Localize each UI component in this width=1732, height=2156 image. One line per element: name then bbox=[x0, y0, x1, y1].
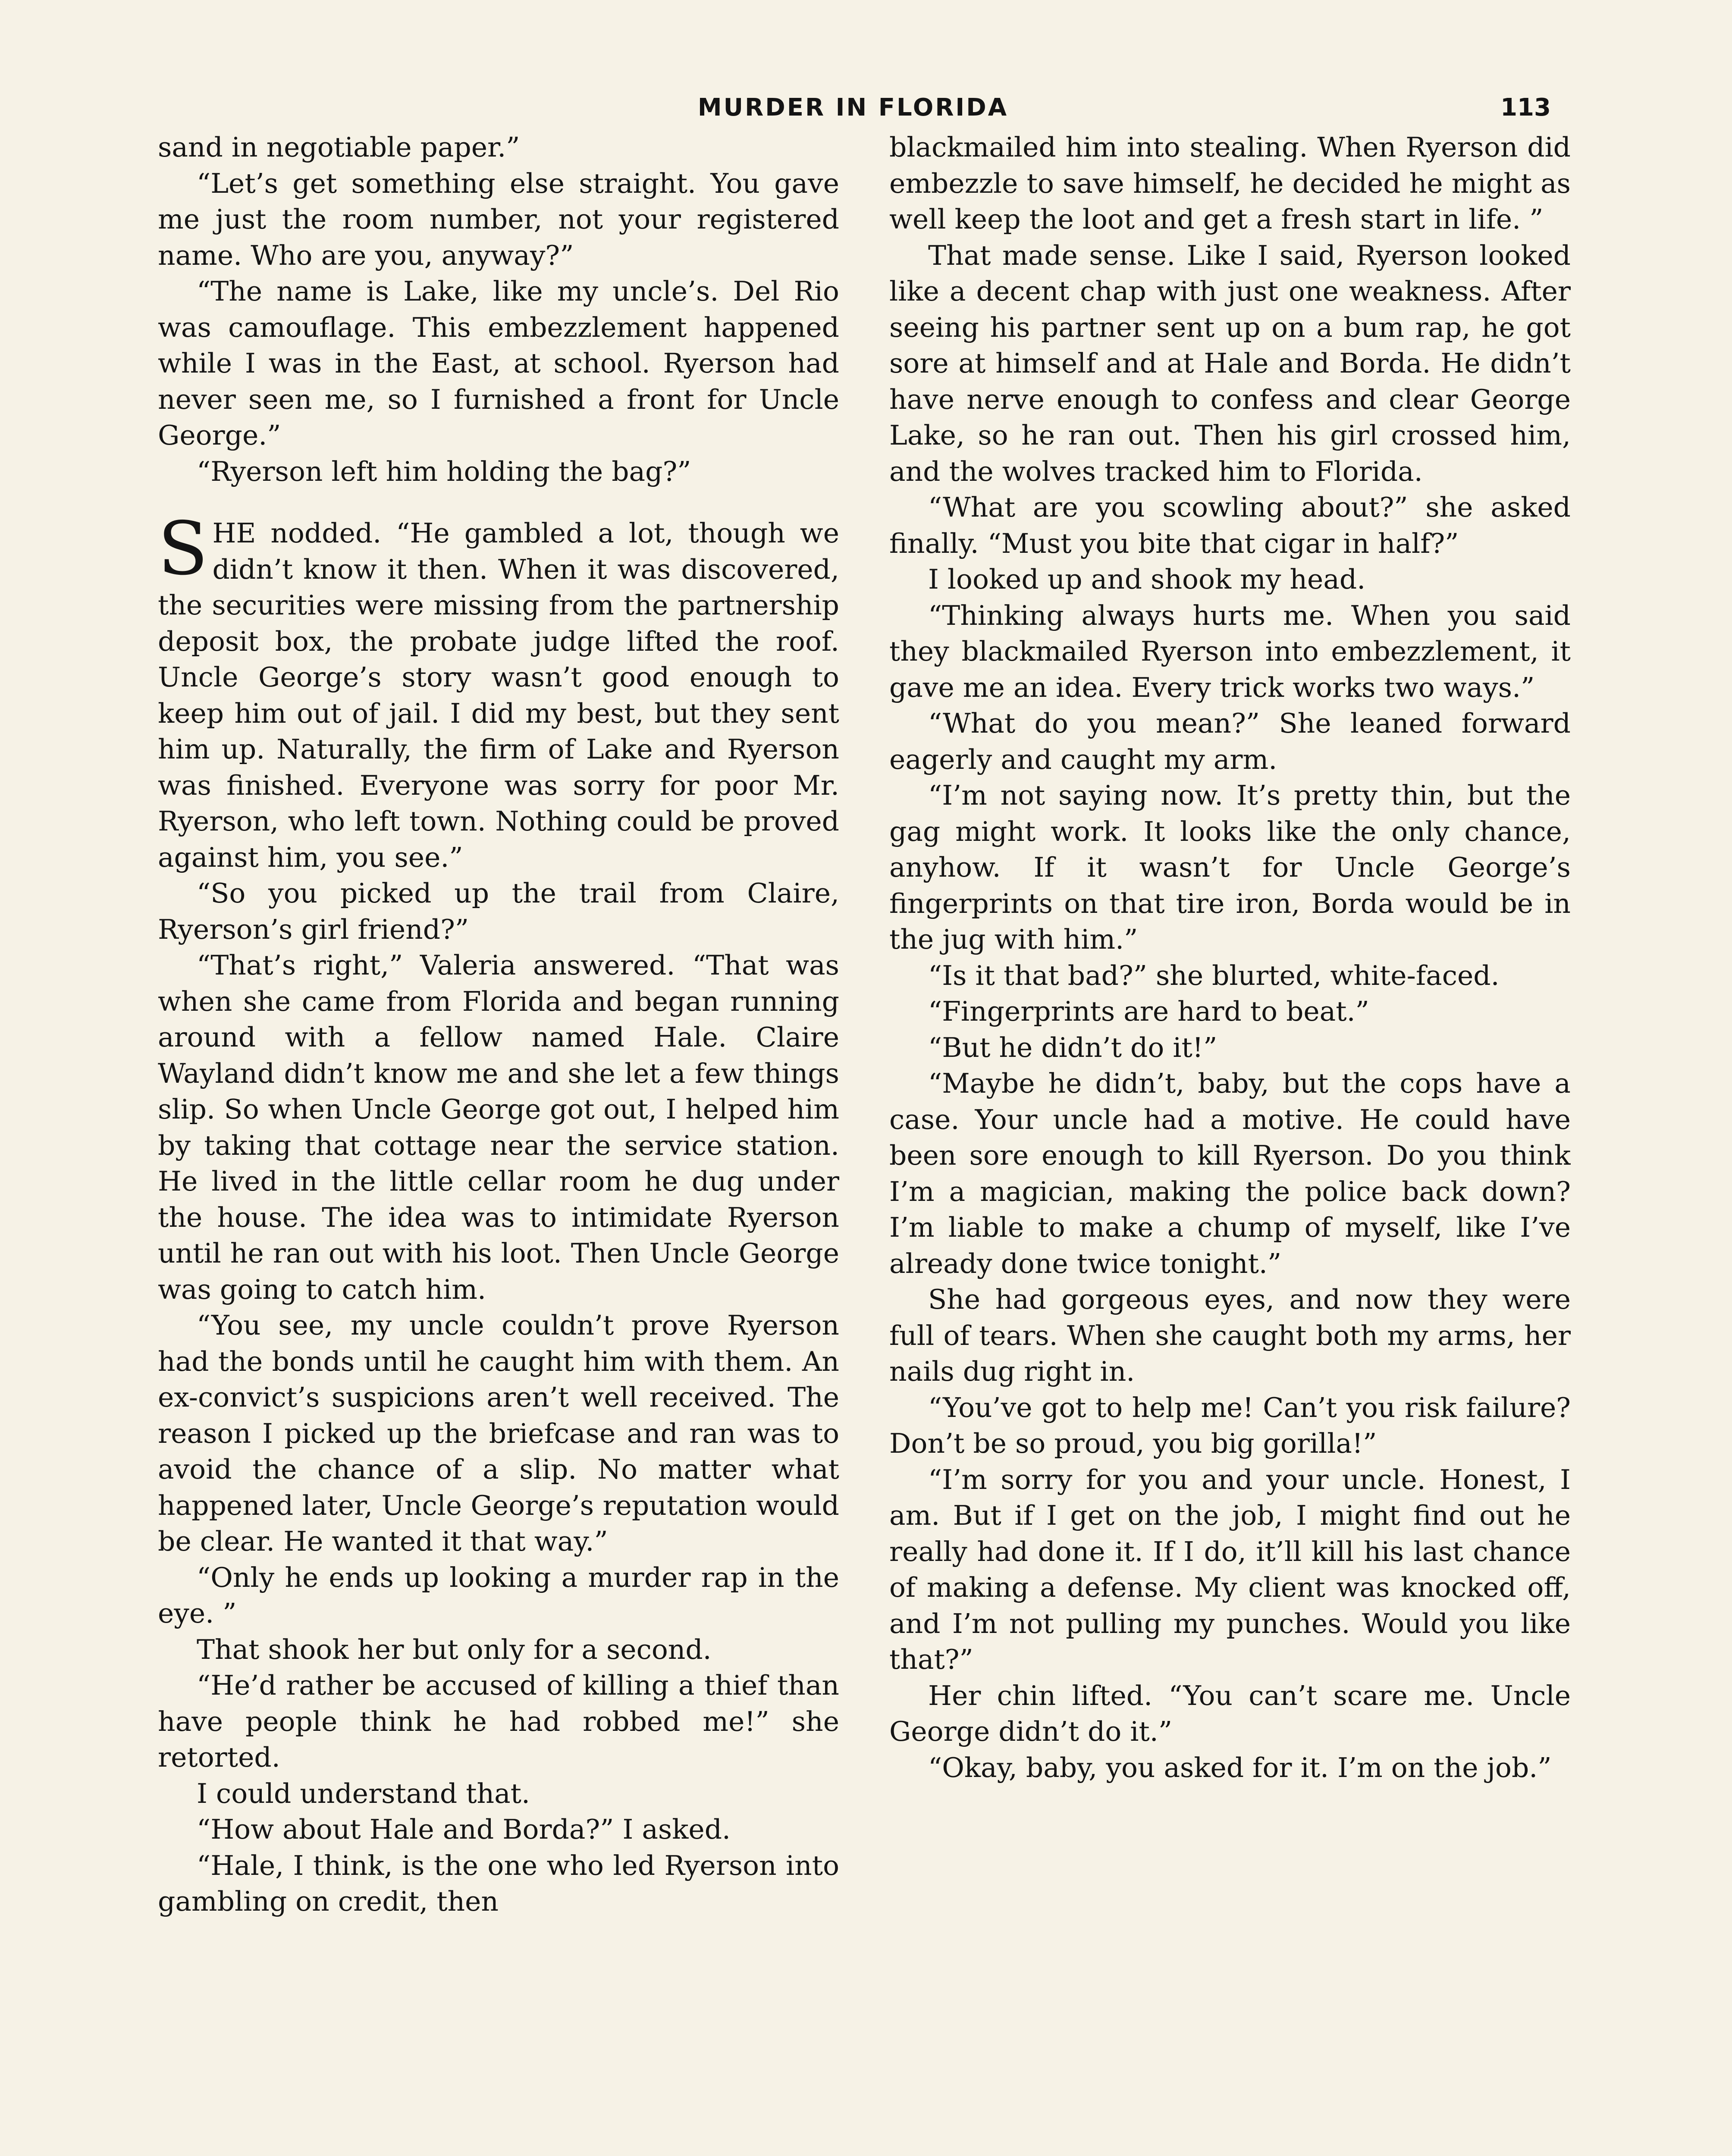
paragraph: “Hale, I think, is the one who led Ryerson into gambling on credit, then bbox=[158, 1849, 839, 1917]
paragraph: “That’s right,” Valeria answered. “That was when she came from Florida and began running around with a fellow named Hale. Claire Wayland didn’t know me and she let a few things slip. So when Uncle George got out, I helped him by taking that cottage near the service station. He lived in the little cellar room he dug under the house. The idea was to intimidate Ryerson until he ran out with his loot. Then Uncle George was going to catch him. bbox=[158, 950, 839, 1305]
paragraph: She had gorgeous eyes, and now they were full of tears. When she caught both my arms, her nails dug right in. bbox=[889, 1284, 1571, 1387]
paragraph: “You see, my uncle couldn’t prove Ryerson had the bonds until he caught him with them. An ex-convict’s suspicions aren’t well received. The reason I picked up the briefcase and ran was to avoid the chance of a slip. No matter what happened later, Uncle George’s reputation would be clear. He wanted it that way.” bbox=[158, 1310, 839, 1557]
paragraph: “Okay, baby, you asked for it. I’m on the job.” bbox=[928, 1752, 1552, 1783]
paragraph: Her chin lifted. “You can’t scare me. Uncle George didn’t do it.” bbox=[889, 1680, 1571, 1747]
paragraph: “Maybe he didn’t, baby, but the cops have a case. Your uncle had a motive. He could have been sore enough to kill Ryerson. Do you think I’m a magician, making the police back down? I’m liable to make a chump of myself, like I’ve already done twice tonight.” bbox=[889, 1068, 1571, 1279]
paragraph: “You’ve got to help me! Can’t you risk failure? Don’t be so proud, you big gorilla!” bbox=[889, 1391, 1571, 1459]
left-column bbox=[158, 129, 839, 2156]
page-number: 113 bbox=[1500, 94, 1551, 122]
paragraph: “I’m not saying now. It’s pretty thin, but the gag might work. It looks like the only chance, anyhow. If it wasn’t for Uncle George’s fingerprints on that tire iron, Borda would be in the jug with him.” bbox=[889, 780, 1571, 955]
paragraph: “Only he ends up looking a murder rap in the eye. ” bbox=[158, 1561, 839, 1629]
page-header bbox=[155, 86, 1551, 129]
paragraph: “What do you mean?” She leaned forward eagerly and caught my arm. bbox=[889, 708, 1571, 775]
paragraph: “I’m sorry for you and your uncle. Honest, I am. But if I get on the job, I might find out he really had done it. If I do, it’ll kill his last chance of making a defense. My client was knocked off, and I’m not pulling my punches. Would you like that?” bbox=[889, 1463, 1571, 1675]
paragraph: “But he didn’t do it!” bbox=[928, 1031, 1217, 1063]
paragraph: That shook her but only for a second. bbox=[197, 1633, 712, 1665]
paragraph: “Ryerson left him holding the bag?” bbox=[197, 455, 691, 487]
paragraph: “Fingerprints are hard to beat.” bbox=[928, 996, 1369, 1027]
paragraph: blackmailed him into stealing. When Ryerson did embezzle to save himself, he decided he might as well keep the loot and get a fresh start in life. ” bbox=[889, 132, 1571, 235]
section-opening-paragraph bbox=[158, 506, 839, 875]
paragraph: “The name is Lake, like my uncle’s. Del Rio was camouflage. This embezzlement happened while I was in the East, at school. Ryerson had never seen me, so I furnished a front for Uncle George.” bbox=[158, 276, 839, 451]
paragraph: “Let’s get something else straight. You gave me just the room number, not your registered name. Who are you, anyway?” bbox=[158, 167, 839, 271]
paragraph: “How about Hale and Borda?” I asked. bbox=[197, 1814, 731, 1845]
right-column bbox=[889, 129, 1571, 2156]
paragraph-text: HE nodded. “He gambled a lot, though we didn’t know it then. When it was discovered, the securities were missing from the partnership deposit box, the probate judge lifted the roof. Uncle George’s story wasn’t good enough to keep him out of jail. I did my best, but they sent him up. Naturally, the firm of Lake and Ryerson was finished. Everyone was sorry for poor Mr. Ryerson, who left town. Nothing could be proved against him, you see.” bbox=[158, 517, 839, 873]
paragraph: “He’d rather be accused of killing a thief than have people think he had robbed me!” she retorted. bbox=[158, 1670, 839, 1773]
paragraph: “What are you scowling about?” she asked finally. “Must you bite that cigar in half?” bbox=[889, 492, 1571, 559]
paragraph: I could understand that. bbox=[197, 1777, 530, 1809]
running-title: MURDER IN FLORIDA bbox=[697, 94, 1009, 122]
paragraph: sand in negotiable paper.” bbox=[158, 132, 520, 163]
paragraph: That made sense. Like I said, Ryerson looked like a decent chap with just one weakness. After seeing his partner sent up on a bum rap, he got sore at himself and at Hale and Borda. He didn’t have nerve enough to confess and clear George Lake, so he ran out. Then his girl crossed him, and the wolves tracked him to Florida. bbox=[889, 239, 1571, 487]
paragraph: “Thinking always hurts me. When you said they blackmailed Ryerson into embezzlement, it gave me an idea. Every trick works two ways.” bbox=[889, 599, 1571, 703]
paragraph: “So you picked up the trail from Claire, Ryerson’s girl friend?” bbox=[158, 877, 839, 945]
paragraph: I looked up and shook my head. bbox=[928, 564, 1366, 595]
drop-cap: S bbox=[158, 506, 208, 592]
paragraph: “Is it that bad?” she blurted, white-faced. bbox=[928, 959, 1500, 991]
